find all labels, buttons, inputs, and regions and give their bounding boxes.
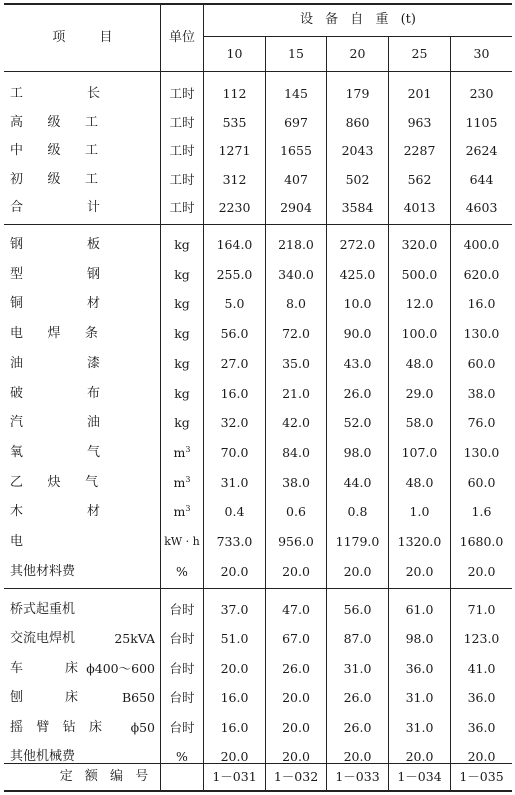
row-unit [161,720,203,736]
row-item-name: 初 级 工 [10,172,98,187]
row-unit [161,143,203,159]
row-value: 4013 [403,200,436,215]
row-value: 26.0 [343,720,372,735]
row-value: 98.0 [405,631,434,646]
unit-text: 台时 [169,602,195,617]
row-item-name: 电 焊 条 [10,326,98,341]
table-top-rule [4,3,512,5]
row-item-name: 摇 臂 钻 床 [10,720,102,735]
row-value: 87.0 [343,631,372,646]
row-value: 1179.0 [335,534,380,549]
row-unit [161,200,203,216]
row-unit [161,602,203,618]
footer-quota-label: 定 额 编 号 [59,769,149,784]
quota-code: 1－031 [212,769,257,784]
weight-header-20: 20 [349,46,366,61]
row-value: 145 [284,86,308,101]
header-bottom-rule [4,71,512,72]
row-value: 20.0 [282,690,310,705]
row-item-spec: 25kVA [114,631,155,646]
unit-text: 工时 [169,115,195,130]
row-value: 38.0 [467,386,496,401]
row-item-name: 汽 油 [10,415,100,430]
row-value: 255.0 [216,267,253,282]
row-value: 963 [407,115,432,130]
row-value: 36.0 [467,690,496,705]
row-value: 179 [345,86,370,101]
row-value: 100.0 [401,326,438,341]
unit-text: kg [174,356,190,371]
row-value: 8.0 [286,296,306,311]
row-item-spec: ϕ400～600 [86,661,155,676]
row-value: 16.0 [220,720,249,735]
row-value: 42.0 [282,415,310,430]
row-value: 2624 [465,143,498,158]
row-value: 123.0 [463,631,500,646]
row-value: 20.0 [282,720,310,735]
row-value: 164.0 [216,237,253,252]
row-item-name: 其他机械费 [10,749,76,764]
unit-text: 工时 [169,143,195,158]
row-unit [161,749,203,765]
row-value: 230 [469,86,494,101]
row-value: 31.0 [343,661,372,676]
row-value: 31.0 [405,690,434,705]
row-value: 44.0 [343,475,372,490]
row-unit [161,86,203,102]
row-value: 697 [284,115,308,130]
row-item-name: 车 床 [10,661,78,676]
row-item-name: 氧 气 [10,445,100,460]
row-item-name: 型 钢 [10,267,100,282]
row-item-name: 铜 材 [10,296,100,311]
table-bottom-rule [4,790,512,792]
row-value: 644 [469,172,494,187]
row-value: 36.0 [467,720,496,735]
quota-code: 1－034 [397,769,442,784]
header-weight-group: 设 备 自 重 (t) [300,12,416,27]
unit-text: 工时 [169,200,195,215]
row-value: 84.0 [282,445,310,460]
row-value: 20.0 [220,564,249,579]
row-unit [161,267,203,283]
unit-text: kg [174,386,190,401]
row-value: 0.6 [286,504,306,519]
row-value: 37.0 [220,602,249,617]
header-item: 项 目 [52,30,113,45]
row-value: 20.0 [282,749,310,764]
unit-text: kW · h [164,535,200,548]
material-section-rule [4,588,512,589]
row-value: 90.0 [343,326,372,341]
row-unit [161,356,203,372]
quota-code: 1－032 [273,769,319,784]
row-value: 3584 [341,200,374,215]
row-value: 20.0 [405,749,434,764]
unit-text: 台时 [169,631,195,646]
row-value: 20.0 [467,749,496,764]
row-unit [161,631,203,647]
row-value: 860 [345,115,370,130]
row-value: 16.0 [467,296,496,311]
unit-superscript: 3 [185,475,191,484]
row-value: 400.0 [463,237,500,252]
row-value: 20.0 [220,749,249,764]
row-item-name: 木 材 [10,504,100,519]
unit-text: 台时 [169,690,195,705]
row-value: 26.0 [343,386,372,401]
row-value: 35.0 [282,356,310,371]
row-item-name: 破 布 [10,386,100,401]
header-unit: 单位 [168,30,195,45]
row-value: 60.0 [467,356,496,371]
row-value: 36.0 [405,661,434,676]
row-item-name: 工 长 [10,86,100,101]
row-value: 956.0 [278,534,314,549]
row-value: 2230 [218,200,251,215]
row-value: 20.0 [282,564,310,579]
row-value: 20.0 [220,661,249,676]
row-item-name: 中 级 工 [10,143,98,158]
row-value: 407 [284,172,308,187]
row-value: 31.0 [220,475,249,490]
row-value: 48.0 [405,475,434,490]
row-value: 21.0 [282,386,310,401]
row-unit [161,237,203,253]
row-item-name: 合 计 [10,200,100,215]
row-item-name: 交流电焊机 [10,631,76,646]
row-value: 5.0 [224,296,245,311]
unit-text: m [173,504,186,519]
unit-text: 台时 [169,661,195,676]
unit-text: 工时 [169,86,195,101]
row-value: 48.0 [405,356,434,371]
row-item-spec: B650 [121,690,155,705]
row-item-name: 电 [10,534,24,549]
row-value: 20.0 [343,749,372,764]
row-value: 272.0 [339,237,376,252]
row-value: 26.0 [282,661,310,676]
row-value: 41.0 [467,661,496,676]
row-item-name: 钢 板 [10,237,100,252]
row-value: 2043 [341,143,374,158]
row-value: 31.0 [405,720,434,735]
row-value: 29.0 [405,386,434,401]
row-value: 2287 [403,143,436,158]
row-unit [161,386,203,402]
row-unit [161,475,203,491]
row-value: 56.0 [343,602,372,617]
row-value: 500.0 [401,267,438,282]
row-value: 562 [407,172,432,187]
row-item-name: 桥式起重机 [10,602,76,617]
row-value: 1.0 [409,504,430,519]
row-value: 201 [407,86,432,101]
row-value: 61.0 [405,602,434,617]
row-value: 43.0 [343,356,372,371]
row-value: 425.0 [339,267,376,282]
row-value: 620.0 [463,267,500,282]
row-value: 67.0 [282,631,310,646]
row-value: 2904 [280,200,312,215]
row-value: 76.0 [467,415,496,430]
weight-subheader-rule [203,36,512,37]
row-item-name: 油 漆 [10,356,100,371]
row-value: 56.0 [220,326,249,341]
unit-text: kg [174,326,190,341]
row-value: 112 [222,86,247,101]
row-value: 72.0 [282,326,310,341]
row-value: 10.0 [343,296,372,311]
row-value: 1320.0 [397,534,442,549]
unit-text: kg [174,296,190,311]
unit-text: kg [174,415,190,430]
row-value: 1680.0 [459,534,504,549]
row-value: 26.0 [343,690,372,705]
row-value: 130.0 [463,445,500,460]
row-value: 12.0 [405,296,434,311]
row-value: 27.0 [220,356,249,371]
row-value: 32.0 [220,415,249,430]
row-value: 16.0 [220,690,249,705]
row-unit [161,326,203,342]
row-value: 130.0 [463,326,500,341]
weight-header-10: 10 [226,46,243,61]
row-value: 52.0 [343,415,372,430]
row-value: 0.8 [347,504,368,519]
row-value: 20.0 [467,564,496,579]
row-unit [161,296,203,312]
row-unit [161,415,203,431]
row-value: 47.0 [282,602,310,617]
unit-text: % [176,564,188,579]
row-unit [161,115,203,131]
row-value: 1105 [465,115,498,130]
row-value: 107.0 [401,445,438,460]
row-unit [161,661,203,677]
row-unit [161,690,203,706]
row-value: 320.0 [401,237,438,252]
row-item-name: 高 级 工 [10,115,98,130]
row-value: 502 [345,172,370,187]
row-value: 20.0 [343,564,372,579]
unit-text: m [173,475,186,490]
row-item-name: 刨 床 [10,690,78,705]
unit-text: kg [174,237,190,252]
row-value: 1.6 [471,504,492,519]
row-unit [161,445,203,461]
row-value: 60.0 [467,475,496,490]
row-value: 340.0 [278,267,314,282]
row-item-name: 乙 炔 气 [10,475,98,490]
row-item-spec: ϕ50 [130,720,155,735]
row-value: 70.0 [220,445,249,460]
row-value: 51.0 [220,631,249,646]
row-unit [161,172,203,188]
row-value: 98.0 [343,445,372,460]
weight-header-25: 25 [411,46,428,61]
unit-superscript: 3 [185,445,191,454]
labor-section-rule [4,224,512,225]
row-value: 16.0 [220,386,249,401]
quota-code: 1－035 [459,769,504,784]
row-value: 4603 [465,200,498,215]
weight-header-30: 30 [473,46,490,61]
weight-header-15: 15 [288,46,304,61]
unit-text: % [176,749,188,764]
unit-text: m [173,445,186,460]
row-value: 58.0 [405,415,434,430]
row-value: 535 [222,115,247,130]
row-value: 733.0 [216,534,253,549]
row-item-name: 其他材料费 [10,564,76,579]
row-value: 1655 [280,143,312,158]
row-value: 71.0 [467,602,496,617]
row-value: 38.0 [282,475,310,490]
row-value: 312 [222,172,247,187]
row-value: 20.0 [405,564,434,579]
row-unit [161,534,203,550]
row-unit [161,504,203,520]
unit-text: 工时 [169,172,195,187]
row-value: 1271 [218,143,251,158]
row-unit [161,564,203,580]
row-value: 0.4 [224,504,245,519]
unit-text: kg [174,267,190,282]
unit-text: 台时 [169,720,195,735]
quota-code: 1－033 [335,769,380,784]
unit-superscript: 3 [185,504,191,513]
row-value: 218.0 [278,237,314,252]
